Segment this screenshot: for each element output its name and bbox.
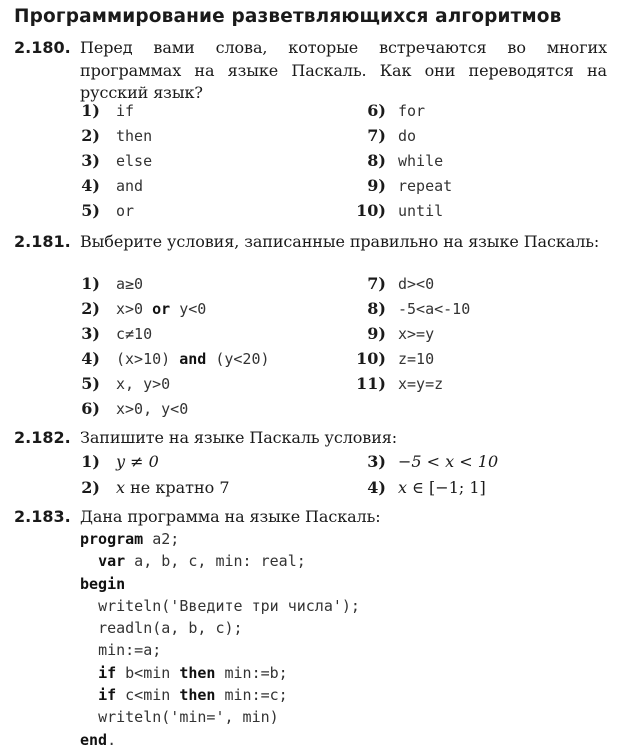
code-line: min:=a; — [98, 641, 162, 660]
task-prompt: Выберите условия, записанные правильно на языке Паскаль: — [80, 232, 600, 251]
textbook-page: Программирование разветвляющихся алгоритмов 2.180. Перед вами слова, которые встречаются во многих программах на языке Паскаль. Как они переводятся на русский язык? 1) if 2) then 3) else 4) and 5) or 6) for 7) do 8) while 9) repeat 10) until 2.181. Выберите условия, записанные правильно на языке Паскаль: 1) a≥0 2) x>0 or y<0 3) c≠10 4) (x>10) and (y<20) 5) x, y>0 6) x>0, y<0 7) d><0 8) -5<a<-10 9) x>=y 10) z=10 11) x=y=z 2.182. Запишите на языке Паскаль условия: 1) y ≠ 0 2) x не кратно 7 3) −5 < x < 10 4) x ∈ [−1; 1] 2.183. Дана программа на языке Паскаль: program a2; var a, b, c, min: real; begin writeln('Введите три числа'); readln(a, b, c); min:=a; if b<min then min:=b; if c<min then min:=c; writeln('min=', min) end. — [0, 0, 623, 729]
code-line: if b<min then min:=b; — [98, 663, 288, 682]
task-number: 2.183. — [14, 507, 71, 526]
task-prompt: Дана программа на языке Паскаль: — [80, 507, 381, 526]
code-line: readln(a, b, c); — [98, 619, 243, 638]
task-number: 2.181. — [14, 232, 71, 251]
code-line: writeln('min=', min) — [98, 708, 279, 727]
page-title: Программирование разветвляющихся алгоритмов — [14, 6, 562, 27]
task-number: 2.182. — [14, 428, 71, 447]
task-prompt: Запишите на языке Паскаль условия: — [80, 428, 398, 447]
code-line: writeln('Введите три числа'); — [98, 596, 360, 615]
code-listing — [80, 528, 360, 751]
task-prompt: Перед вами слова, которые встречаются во многих программах на языке Паскаль. Как они переводятся на русский язык? — [80, 38, 607, 102]
code-line: begin — [80, 574, 126, 593]
code-line: var a, b, c, min: real; — [98, 552, 306, 571]
code-line: end. — [80, 730, 117, 749]
task-number: 2.180. — [14, 38, 71, 57]
code-line: if c<min then min:=c; — [98, 686, 288, 705]
code-line: program a2; — [80, 530, 180, 548]
